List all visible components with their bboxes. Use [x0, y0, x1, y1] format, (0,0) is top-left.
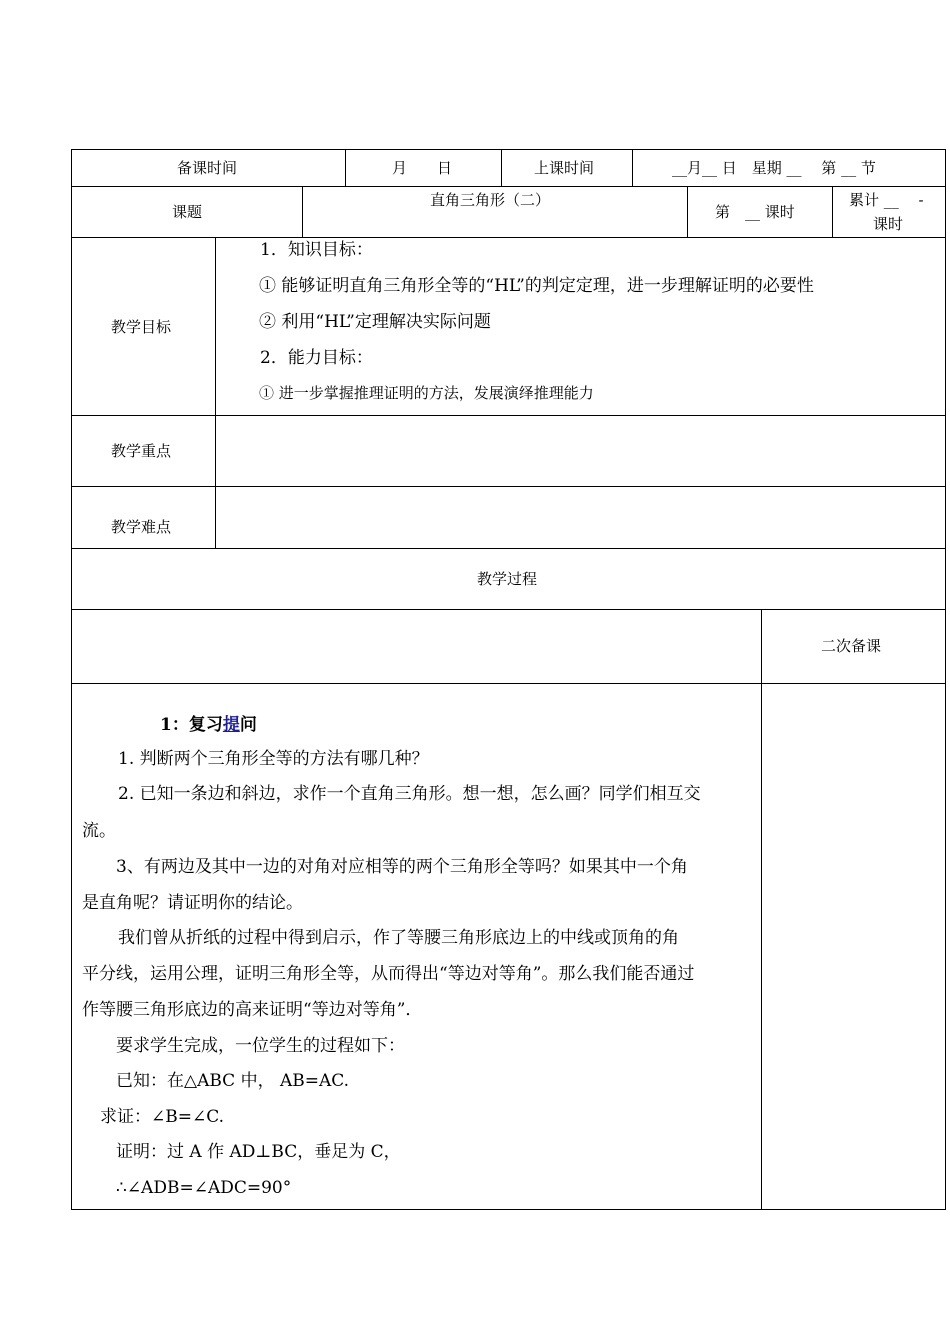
col-divider: [345, 149, 346, 186]
knowledge-title: 1．知识目标：: [260, 240, 373, 260]
class-time-value: __月__ 日 星期 __ 第 __ 节: [672, 159, 876, 177]
row-divider: [71, 415, 946, 416]
key-points-label: 教学重点: [111, 442, 172, 460]
class-time-label: 上课时间: [534, 159, 595, 177]
cumulative-line2: 课时: [873, 215, 904, 233]
topic-label: 课题: [172, 203, 203, 221]
topic-value: 直角三角形（二）: [430, 191, 551, 209]
row-divider: [71, 237, 946, 238]
row-divider: [71, 548, 946, 549]
col-divider: [215, 237, 216, 548]
prep-time-label: 备课时间: [177, 159, 238, 177]
period-label: 第 __ 课时: [715, 203, 795, 221]
row-divider: [71, 186, 946, 187]
cumulative-line1: 累计 __ -: [849, 191, 924, 209]
second-prep-label: 二次备课: [821, 637, 882, 655]
review-heading-link[interactable]: 提: [222, 715, 240, 735]
paragraph-1-line3: 作等腰三角形底边的高来证明“等边对等角”．: [82, 1000, 423, 1020]
col-divider: [687, 186, 688, 237]
table-border-left: [71, 149, 72, 1210]
row-divider: [71, 609, 946, 610]
prep-date: 月 日: [392, 159, 453, 177]
proof-line-2: ∴∠ADB=∠ADC=90°: [116, 1178, 292, 1198]
table-border-right: [945, 149, 946, 1210]
row-divider: [71, 486, 946, 487]
paragraph-1-line2: 平分线，运用公理，证明三角形全等，从而得出“等边对等角”。那么我们能否通过: [82, 964, 695, 984]
review-heading-number: 1：复习: [160, 715, 223, 735]
paragraph-2: 要求学生完成，一位学生的过程如下：: [116, 1036, 405, 1056]
table-border-top: [71, 149, 946, 150]
objectives-label: 教学目标: [111, 318, 172, 336]
ability-item-1: ① 进一步掌握推理证明的方法，发展演绎推理能力: [259, 384, 594, 402]
question-3-line1: 3、有两边及其中一边的对角对应相等的两个三角形全等吗？如果其中一个角: [116, 857, 688, 877]
ability-title: 2．能力目标：: [260, 348, 373, 368]
review-heading-tail: 问: [239, 715, 257, 735]
process-label: 教学过程: [477, 570, 538, 588]
difficulties-label: 教学难点: [111, 518, 172, 536]
col-divider: [832, 186, 833, 237]
paragraph-1-line1: 我们曾从折纸的过程中得到启示，作了等腰三角形底边上的中线或顶角的角: [118, 928, 679, 948]
col-divider: [302, 186, 303, 237]
proof-line-1: 证明：过 A 作 AD⊥BC，垂足为 C，: [116, 1142, 401, 1162]
prove-statement: 求证：∠B=∠C.: [100, 1107, 225, 1127]
question-2-line2: 流。: [82, 821, 116, 841]
review-heading: [160, 714, 257, 736]
knowledge-item-1: ① 能够证明直角三角形全等的“HL”的判定定理，进一步理解证明的必要性: [259, 276, 814, 296]
col-divider: [632, 149, 633, 186]
table-border-bottom: [71, 1209, 946, 1210]
question-3-line2: 是直角呢？请证明你的结论。: [82, 893, 303, 913]
given-statement: 已知：在△ABC 中， AB=AC.: [116, 1071, 350, 1091]
question-2-line1: 2. 已知一条边和斜边，求作一个直角三角形。想一想，怎么画？同学们相互交: [118, 784, 701, 804]
knowledge-item-2: ② 利用“HL”定理解决实际问题: [259, 312, 491, 332]
question-1: 1. 判断两个三角形全等的方法有哪几种？: [118, 749, 429, 769]
col-divider: [501, 149, 502, 186]
row-divider: [71, 683, 946, 684]
